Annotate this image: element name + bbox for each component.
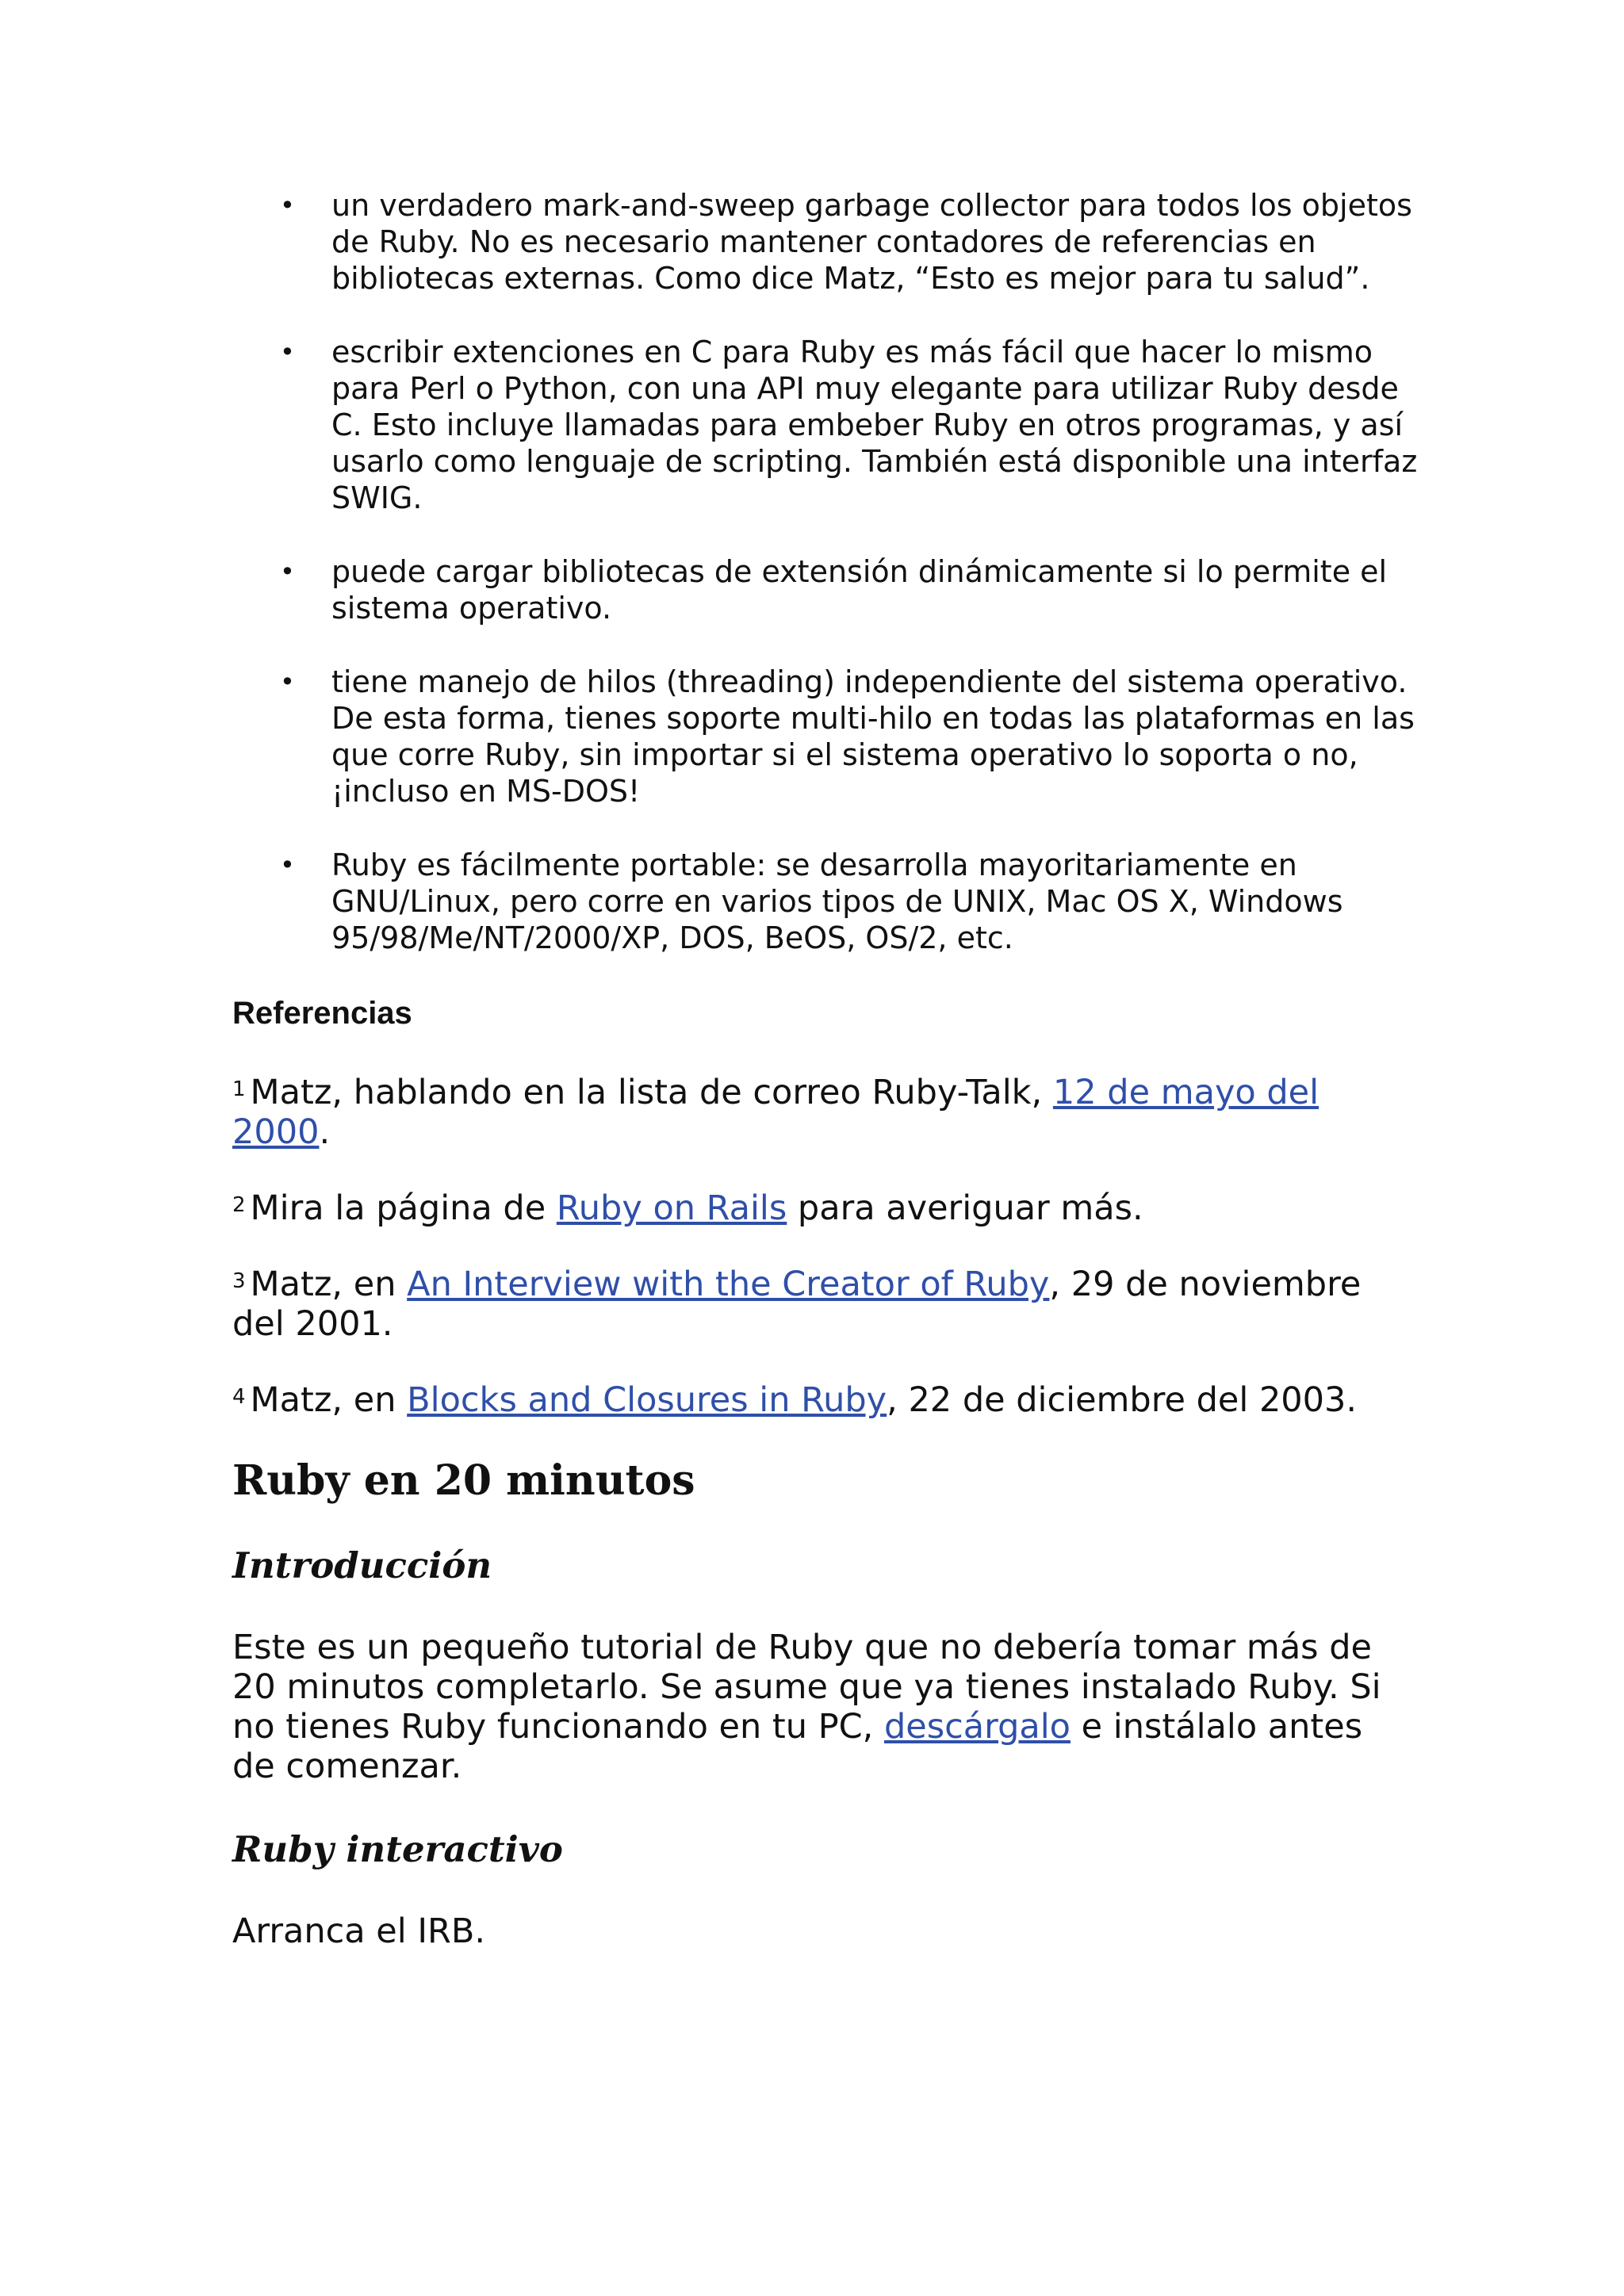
bullet-icon: • [280, 190, 295, 220]
reference-item [232, 1265, 1374, 1344]
download-link[interactable]: descárgalo [884, 1707, 1071, 1747]
footnote-number: 4 [232, 1385, 246, 1409]
list-item-text: un verdadero mark-and-sweep garbage collector para todos los objetos de Ruby. No es necesario mantener contadores de referencias en bibliotecas externas. Como dice Matz, “Esto es mejor para tu salud”. [331, 188, 1412, 296]
references-heading: Referencias [232, 996, 412, 1031]
list-item [232, 187, 1418, 297]
bullet-icon: • [280, 337, 295, 367]
bullet-icon: • [280, 850, 295, 880]
page-content [232, 187, 1418, 1992]
footnote-number: 3 [232, 1269, 246, 1293]
reference-text: Matz, en [250, 1265, 408, 1304]
reference-link[interactable]: Blocks and Closures in Ruby [407, 1380, 887, 1420]
irb-heading: Ruby interactivo [232, 1828, 563, 1870]
reference-link[interactable]: An Interview with the Creator of Ruby [407, 1265, 1050, 1304]
intro-text: Este es un pequeño tutorial de Ruby que no debería tomar más de 20 minutos completarlo. Se asume que ya tienes instalado Ruby. Si no tienes Ruby funcionando en tu PC, [232, 1628, 1381, 1747]
reference-item [232, 1380, 1374, 1420]
intro-heading: Introducción [232, 1544, 492, 1586]
intro-text-end: e instálalo antes de comenzar. [232, 1707, 1363, 1786]
reference-link[interactable]: 12 de mayo del 2000 [232, 1073, 1320, 1152]
list-item-text: tiene manejo de hilos (threading) independiente del sistema operativo. De esta forma, tienes soporte multi-hilo en todas las plataformas en las que corre Ruby, sin importar si el sistema operativo lo soporta o no, ¡incluso en MS-DOS! [331, 664, 1415, 809]
reference-link[interactable]: Ruby on Rails [556, 1188, 787, 1228]
reference-text: Mira la página de [250, 1188, 557, 1228]
list-item [232, 334, 1418, 516]
features-list [232, 187, 1418, 956]
reference-text-end: , 22 de diciembre del 2003. [887, 1380, 1358, 1420]
irb-paragraph: Arranca el IRB. [232, 1911, 486, 1951]
list-item [232, 847, 1418, 956]
reference-item [232, 1188, 1374, 1228]
bullet-icon: • [280, 557, 295, 587]
bullet-icon: • [280, 667, 295, 697]
reference-text-end: , 29 de noviembre del 2001. [232, 1265, 1362, 1344]
list-item-text: Ruby es fácilmente portable: se desarrolla mayoritariamente en GNU/Linux, pero corre en varios tipos de UNIX, Mac OS X, Windows 95/98/Me/NT/2000/XP, DOS, BeOS, OS/2, etc. [331, 848, 1343, 955]
reference-text: Matz, en [250, 1380, 408, 1420]
reference-text-end: para averiguar más. [787, 1188, 1143, 1228]
list-item [232, 664, 1418, 809]
section-title: Ruby en 20 minutos [232, 1456, 695, 1505]
list-item-text: escribir extenciones en C para Ruby es más fácil que hacer lo mismo para Perl o Python, con una API muy elegante para utilizar Ruby desde C. Esto incluye llamadas para embeber Ruby en otros programas, y así usarlo como lenguaje de scripting. También está disponible una interfaz SWIG. [331, 335, 1418, 515]
reference-item [232, 1073, 1374, 1152]
footnote-number: 1 [232, 1077, 246, 1101]
list-item-text: puede cargar bibliotecas de extensión dinámicamente si lo permite el sistema operativo. [331, 554, 1388, 626]
intro-paragraph [232, 1628, 1390, 1786]
footnote-number: 2 [232, 1193, 246, 1217]
reference-text-end: . [319, 1112, 331, 1152]
list-item [232, 553, 1418, 626]
reference-text: Matz, hablando en la lista de correo Ruby-Talk, [250, 1073, 1053, 1112]
